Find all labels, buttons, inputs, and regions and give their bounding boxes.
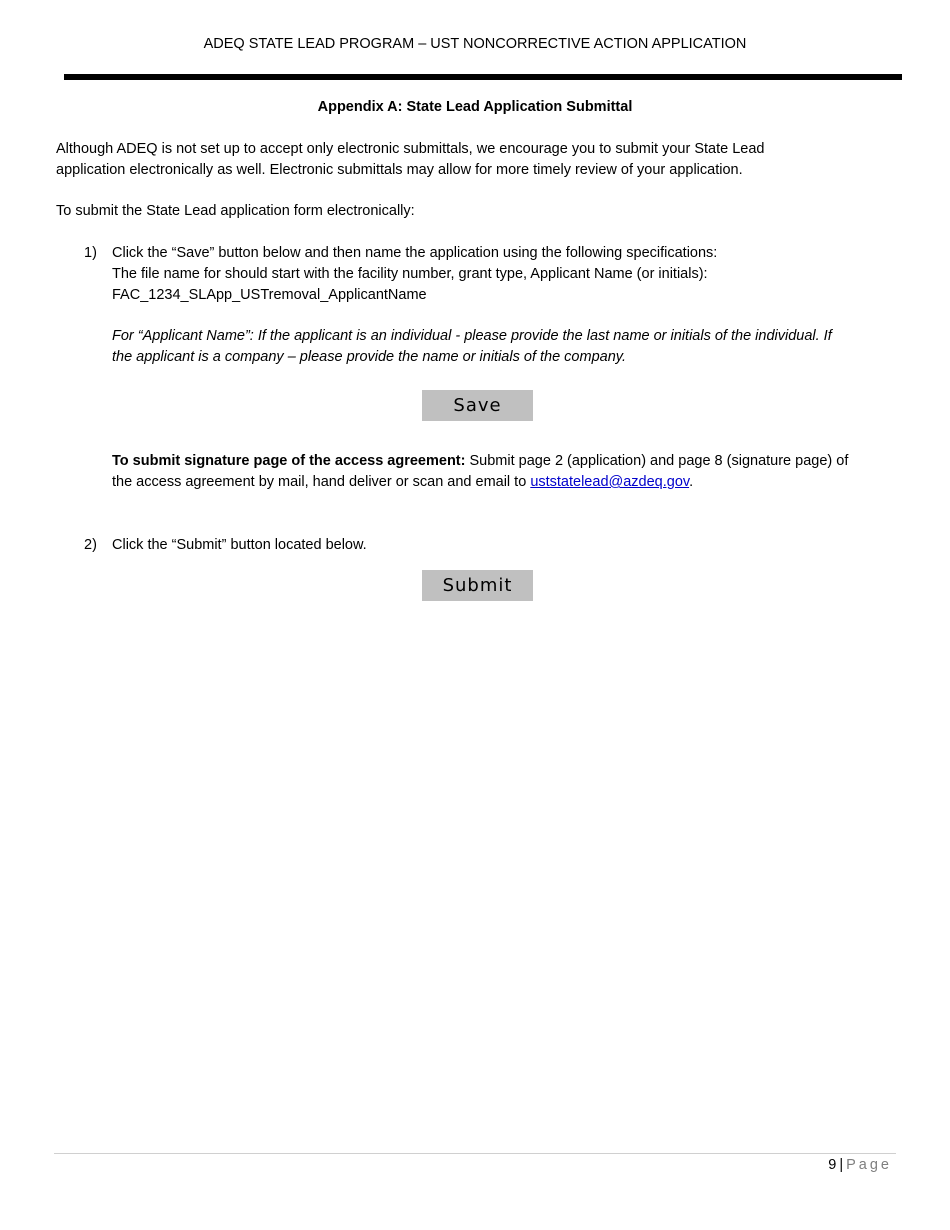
signature-end: . — [689, 474, 694, 490]
step-1-line-2: The file name for should start with the facility number, grant type, Applicant Name (or initials): — [112, 266, 708, 282]
intro-line-2: application electronically as well. Electronic submittals may allow for more timely review of your application. — [56, 162, 743, 178]
step-1-line-1: Click the “Save” button below and then name the application using the following specifications: — [112, 245, 718, 261]
step-2-number: 2) — [84, 537, 97, 553]
applicant-name-note — [112, 326, 902, 368]
page-footer — [828, 1155, 892, 1176]
note-line-1: For “Applicant Name”: If the applicant is an individual - please provide the last name or initials of the individual. If — [112, 328, 832, 344]
signature-text-2: the access agreement by mail, hand deliver or scan and email to — [112, 474, 531, 490]
page-header-title: ADEQ STATE LEAD PROGRAM – UST NONCORRECTIVE ACTION APPLICATION — [203, 36, 747, 52]
header-divider — [64, 74, 902, 80]
footer-divider — [54, 1153, 896, 1154]
save-button[interactable]: Save — [422, 390, 533, 421]
page-word: Page — [846, 1157, 892, 1173]
footer-separator: | — [839, 1157, 844, 1173]
submit-button[interactable]: Submit — [422, 570, 533, 601]
intro-instruction: To submit the State Lead application form electronically: — [56, 203, 415, 219]
signature-line-1 — [112, 451, 902, 472]
note-line-2: the applicant is a company – please provide the name or initials of the company. — [112, 349, 626, 365]
signature-instructions — [112, 451, 902, 493]
step-1-text — [112, 243, 902, 306]
signature-heading: To submit signature page of the access agreement: — [112, 453, 466, 469]
file-name-example: FAC_1234_SLApp_USTremoval_ApplicantName — [112, 287, 427, 303]
step-2-text: Click the “Submit” button located below. — [112, 537, 367, 553]
email-link[interactable]: uststatelead@azdeq.gov — [530, 474, 690, 490]
step-1-number: 1) — [84, 245, 97, 261]
signature-text-1: Submit page 2 (application) and page 8 (signature page) of — [465, 453, 849, 469]
signature-line-2 — [112, 472, 902, 493]
intro-line-1: Although ADEQ is not set up to accept only electronic submittals, we encourage you to submit your State Lead — [56, 141, 765, 157]
appendix-title: Appendix A: State Lead Application Submittal — [317, 99, 633, 115]
page-number: 9 — [828, 1157, 837, 1173]
intro-paragraph — [56, 139, 896, 181]
